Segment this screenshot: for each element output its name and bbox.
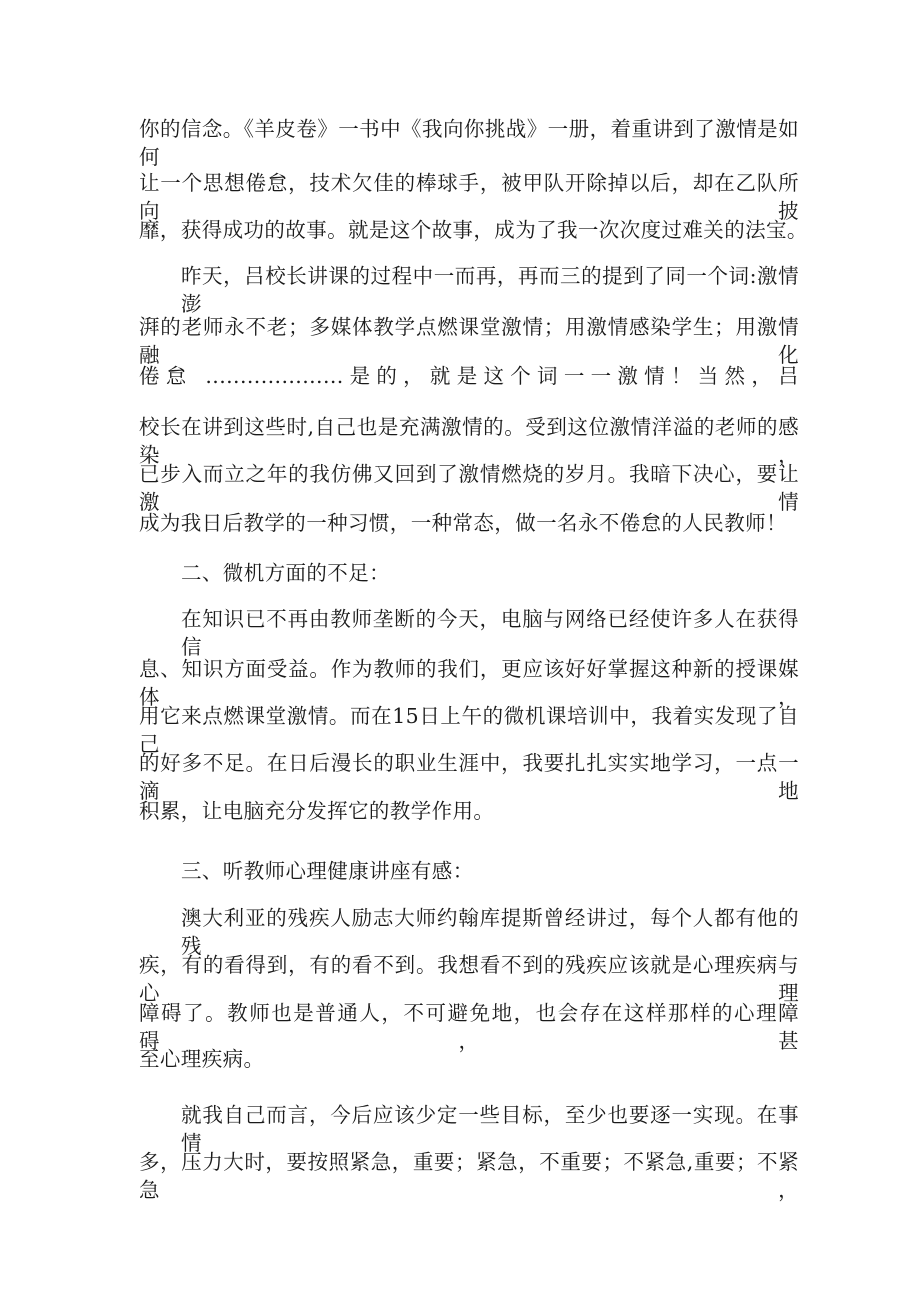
paragraph-line: 就我自己而言，今后应该少定一些目标，至少也要逐一实现。在事情 [181, 1103, 799, 1155]
paragraph-line: 在知识已不再由教师垄断的今天，电脑与网络已经使许多人在获得信 [181, 607, 799, 659]
paragraph-line: 你的信念。《羊皮卷》一书中《我向你挑战》一册，着重讲到了激情是如何 [139, 117, 799, 169]
paragraph-line: 多，压力大时，要按照紧急，重要；紧急，不重要；不紧急,重要；不紧急， [139, 1150, 799, 1202]
paragraph-line: 校长在讲到这些时,自己也是充满激情的。受到这位激情洋溢的老师的感染， [139, 415, 799, 467]
paragraph-line: 已步入而立之年的我仿佛又回到了激情燃烧的岁月。我暗下决心，要让激情 [139, 462, 799, 514]
paragraph-line: 用它来点燃课堂激情。而在15日上午的微机课培训中，我着实发现了自己 [139, 704, 799, 756]
paragraph-line: 障碍了。教师也是普通人，不可避免地，也会存在这样那样的心理障碍，甚 [139, 1001, 799, 1053]
paragraph-line: 倦怠 ....................是的，就是这个词一一激情！当然，吕 [139, 364, 799, 388]
paragraph-line: 成为我日后教学的一种习惯，一种常态，做一名永不倦怠的人民教师！ [139, 511, 787, 535]
paragraph-line: 湃的老师永不老；多媒体教学点燃课堂激情；用激情感染学生；用激情融化 [139, 315, 799, 367]
section-heading: 三、听教师心理健康讲座有感： [181, 859, 474, 883]
paragraph-line: 积累，让电脑充分发挥它的教学作用。 [139, 799, 495, 823]
paragraph-line: 的好多不足。在日后漫长的职业生涯中，我要扎扎实实地学习，一点一滴地 [139, 751, 799, 803]
paragraph-line: 至心理疾病。 [139, 1047, 265, 1071]
paragraph-line: 疾，有的看得到，有的看不到。我想看不到的残疾应该就是心理疾病与心理 [139, 953, 799, 1005]
paragraph-line: 澳大利亚的残疾人励志大师约翰库提斯曾经讲过，每个人都有他的残 [181, 906, 799, 958]
paragraph-line: 息、知识方面受益。作为教师的我们，更应该好好掌握这种新的授课媒体， [139, 657, 799, 709]
paragraph-line: 昨天，吕校长讲课的过程中一而再，再而三的提到了同一个词:激情澎 [181, 264, 799, 316]
section-heading: 二、微机方面的不足： [181, 561, 390, 585]
paragraph-line: 让一个思想倦怠，技术欠佳的棒球手，被甲队开除掉以后，却在乙队所向披 [139, 171, 799, 223]
paragraph-line: 靡，获得成功的故事。就是这个故事，成为了我一次次度过难关的法宝。 [139, 218, 808, 242]
